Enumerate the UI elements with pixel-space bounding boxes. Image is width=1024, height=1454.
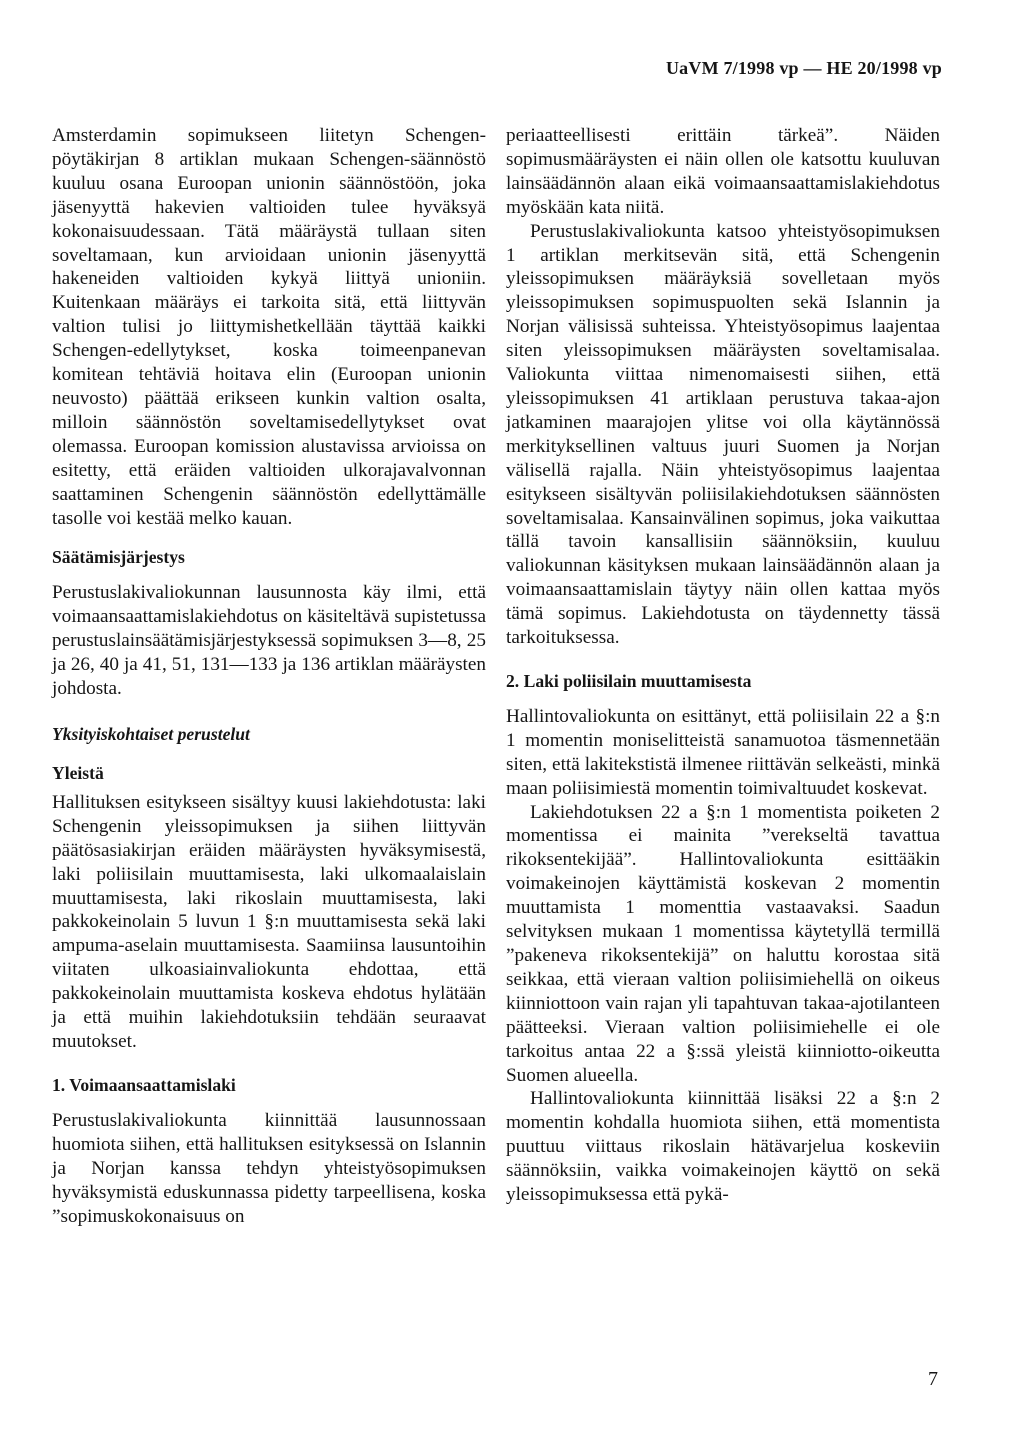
heading-saatamisjarjestys: Säätämisjärjestys bbox=[52, 547, 185, 568]
left-column bbox=[52, 124, 486, 1228]
document-reference: UaVM 7/1998 vp — HE 20/1998 vp bbox=[665, 58, 942, 78]
paragraph-yhteistyosopimus: Perustuslakivaliokunta katsoo yhteistyösopimuksen 1 artiklan merkitsevän sitä, että Schengenin yleissopimuksen määräyksiä sovelletaan myös yleissopimuksen sopimuspuolten sekä Islannin ja Norjan välisissä suhteissa. Yhteistyösopimus laajentaa siten yleissopimuksen määräysten soveltamisalaa. Valiokunta viittaa nimenomaisesti siihen, että yleissopimuksen 41 artiklaan perustuva takaa-ajon jatkaminen maarajojen ylitse voi olla käytännössä merkityksellinen valtuus juuri Suomen ja Norjan välisellä rajalla. Näin yhteistyösopimus laajentaa esitykseen sisältyvän poliisilakiehdotuksen säännösten soveltamisalaa. Kansainvälinen sopimus, joka vaikuttaa tällä tavoin kansallisiin säännöksiin, kuuluu valiokunnan käsityksen mukaan lainsäädännön alaan ja voimaansaattamislain täytyy näin ollen kattaa myös tämä sopimus. Lakiehdotusta on täydennetty tässä tarkoituksessa. bbox=[506, 220, 940, 649]
heading-voimaansaattamislaki: 1. Voimaansaattamislaki bbox=[52, 1074, 236, 1095]
heading-poliisilaki: 2. Laki poliisilain muuttamisesta bbox=[506, 670, 752, 691]
paragraph-hallintovaliokunta: Hallintovaliokunta on esittänyt, että poliisilain 22 a §:n 1 momentin moniselitteistä sanamuotoa täsmennetään siten, että lakitekstistä ilmenee riittävän selkeästi, minkä maan poliisimiestä momentin toimivaltuudet koskevat. bbox=[506, 705, 940, 799]
right-column bbox=[506, 124, 940, 1207]
paragraph-lakiehdotus-22a: Lakiehdotuksen 22 a §:n 1 momentista poiketen 2 momentissa ei mainita ”verekseltä tavattua rikoksentekijää”. Hallintovaliokunta esittääkin voimakeinojen käyttämistä koskevan 2 momentin muuttamista 1 momenttia vastaavaksi. Saadun selvityksen mukaan 1 momentissa käytetyllä termillä ”pakeneva rikoksentekijä” on haluttu korostaa sitä seikkaa, että vieraan valtion poliisimiehellä on oikeus kiinniottoon vain rajan yli tapahtuvan takaa-ajotilanteen päätteeksi. Vieraan valtion poliisimiehelle ei ole tarkoitus antaa 22 a §:ssä yleistä kiinniotto-oikeutta Suomen alueella. bbox=[506, 801, 940, 1086]
page-number: 7 bbox=[928, 1368, 938, 1390]
paragraph-hatavarjelu: Hallintovaliokunta kiinnittää lisäksi 22 a §:n 2 momentin kohdalla huomiota siihen, että momentista puuttuu viittaus rikoslain hätävarjelua koskeviin säännöksiin, vaikka voimakeinojen käyttö on sekä yleissopimuksessa että pykä- bbox=[506, 1088, 940, 1206]
paragraph-saatamisjarjestys: Perustuslakivaliokunnan lausunnosta käy ilmi, että voimaansaattamislakiehdotus on käsiteltävä supistetussa perustuslainsäätämisjärjestyksessä sopimuksen 3—8, 25 ja 26, 40 ja 41, 51, 131—133 ja 136 artiklan määräysten johdosta. bbox=[52, 582, 486, 700]
paragraph-schengen-protocol: Amsterdamin sopimukseen liitetyn Schengen-pöytäkirjan 8 artiklan mukaan Schengen-säännöstö kuuluu osana Euroopan unionin säännöstöön, joka jäsenyyttä hakevien valtioiden tulee hyväksyä kokonaisuudessaan. Tätä määräystä tullaan siten soveltamaan, kun arvioidaan unionin jäsenyyttä hakeneiden valtioiden kykyä liittyä unioniin. Kuitenkaan määräys ei tarkoita sitä, että liittyvän valtion tulisi jo liittymishetkellään täyttää kaikki Schengen-edellytykset, koska toimeenpanevan komitean tehtäviä hoitava elin (Euroopan unionin neuvosto) päättää erikseen kunkin valtion osalta, milloin säännöstön soveltamisedellytykset ovat olemassa. Euroopan komission alustavissa arvioissa on esitetty, että eräiden valtioiden ulkorajavalvonnan saattaminen Schengenin säännöstön edellyttämälle tasolle voi kestää melko kauan. bbox=[52, 125, 486, 529]
paragraph-continuation: periaatteellisesti erittäin tärkeä”. Näiden sopimusmääräysten ei näin ollen ole katsottu kuuluvan lainsäädännön alaan eikä voimaansaattamislakiehdotus myöskään kata niitä. bbox=[506, 125, 940, 218]
paragraph-yleista: Hallituksen esitykseen sisältyy kuusi lakiehdotusta: laki Schengenin yleissopimuksen ja siihen liittyvän päätösasiakirjan eräiden määräysten hyväksymisestä, laki poliisilain muuttamisesta, laki ulkomaalaislain muuttamisesta, laki rikoslain muuttamisesta, laki pakkokeinolain 5 luvun 1 §:n muuttamisesta sekä laki ampuma-aselain muuttamisesta. Saamiinsa lausuntoihin viitaten ulkoasiainvaliokunta ehdottaa, että pakkokeinolain muuttamista koskeva ehdotus hylätään ja että muihin lakiehdotuksiin tehdään seuraavat muutokset. bbox=[52, 791, 486, 1052]
heading-yksityiskohtaiset-perustelut: Yksityiskohtaiset perustelut bbox=[52, 723, 250, 744]
heading-yleista: Yleistä bbox=[52, 762, 104, 783]
paragraph-voimaansaattamislaki: Perustuslakivaliokunta kiinnittää lausunnossaan huomiota siihen, että hallituksen esityksessä on Islannin ja Norjan kanssa tehdyn yhteistyösopimuksen hyväksymistä eduskunnassa pidetty tarpeellisena, koska ”sopimuskokonaisuus on bbox=[52, 1109, 486, 1227]
